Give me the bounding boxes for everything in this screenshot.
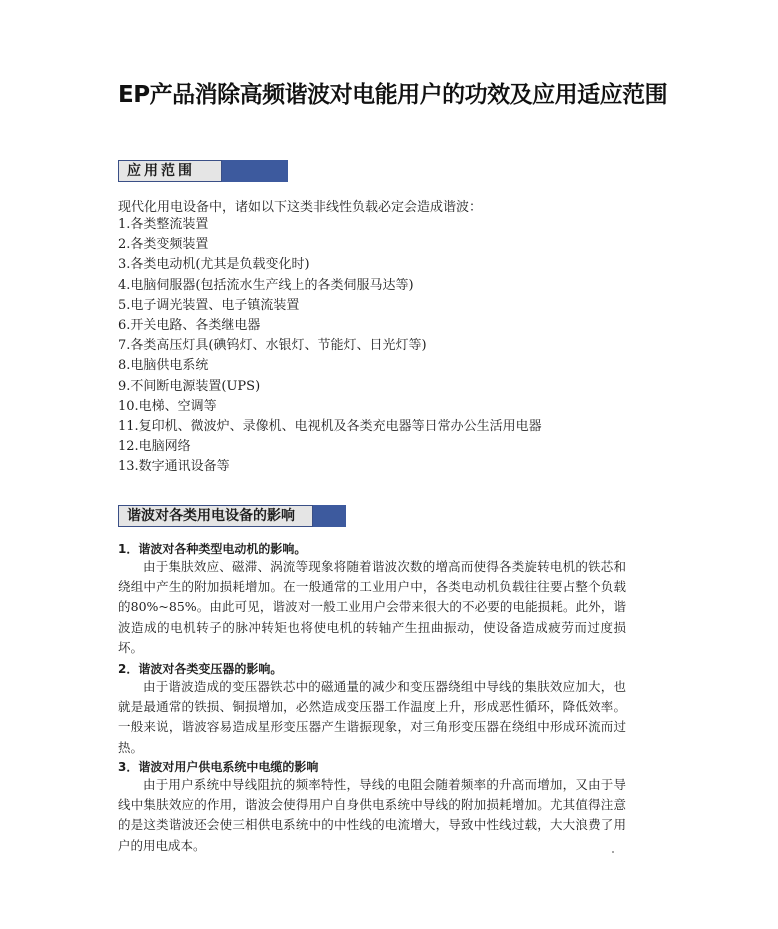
subsection-heading-cables: 3．谐波对用户供电系统中电缆的影响 [118,760,319,774]
section-banner-application-scope [118,160,288,182]
list-item: 11.复印机、微波炉、录像机、电视机及各类充电器等日常办公生活用电器 [118,418,542,434]
paragraph-cables: 由于用户系统中导线阻抗的频率特性，导线的电阻会随着频率的升高而增加，又由于导线中集肤效应的作用，谐波会使得用户自身供电系统中导线的附加损耗增加。尤其值得注意的是这类谐波还会使三相供电系统中的中性线的电流增大，导致中性线过载，大大浪费了用户的用电成本。 [118,777,626,853]
list-item: 12.电脑网络 [118,439,191,455]
banner-accent-bar [222,160,288,182]
section-heading: 应用范围 [118,160,222,182]
list-item: 4.电脑伺服器(包括流水生产线上的各类伺服马达等) [118,277,414,293]
section-heading: 谐波对各类用电设备的影响 [118,505,313,527]
list-item: 13.数字通讯设备等 [118,459,230,475]
list-item: 10.电梯、空调等 [118,398,217,414]
list-item: 1.各类整流装置 [118,217,209,232]
intro-text: 现代化用电设备中，诸如以下这类非线性负载必定会造成谐波： [118,200,483,215]
subsection-heading-transformers: 2．谐波对各类变压器的影响。 [118,662,283,676]
scan-speck [612,851,614,853]
list-item: 6.开关电路、各类继电器 [118,317,261,333]
paragraph-transformers: 由于谐波造成的变压器铁芯中的磁通量的减少和变压器绕组中导线的集肤效应加大，也就是最通常的铁损、铜损增加，必然造成变压器工作温度上升，形成恶性循环，降低效率。一般来说，谐波容易造成星形变压器产生谐振现象，对三角形变压器在绕组中形成环流而过热。 [118,679,626,755]
banner-accent-bar [313,505,346,527]
list-item: 3.各类电动机(尤其是负载变化时) [118,257,310,273]
list-item: 9.不间断电源装置(UPS) [118,378,261,394]
section-banner-harmonic-effects [118,505,346,527]
paragraph-motors: 由于集肤效应、磁滞、涡流等现象将随着谐波次数的增高而使得各类旋转电机的铁芯和绕组中产生的附加损耗增加。在一般通常的工业用户中，各类电动机负载往往要占整个负载的80%~85%。由此可见，谐波对一般工业用户会带来很大的不必要的电能损耗。此外，谐波造成的电机转子的脉冲转矩也将使电机的转轴产生扭曲振动，使设备造成疲劳而过度损坏。 [118,559,626,655]
subsection-heading-motors: 1．谐波对各种类型电动机的影响。 [118,542,307,556]
list-item: 2.各类变频装置 [118,237,209,253]
page-title: EP产品消除高频谐波对电能用户的功效及应用适应范围 [118,82,668,108]
list-item: 8.电脑供电系统 [118,358,209,374]
list-item: 7.各类高压灯具(碘钨灯、水银灯、节能灯、日光灯等) [118,338,427,354]
list-item: 5.电子调光装置、电子镇流装置 [118,297,300,313]
application-list [118,215,542,477]
